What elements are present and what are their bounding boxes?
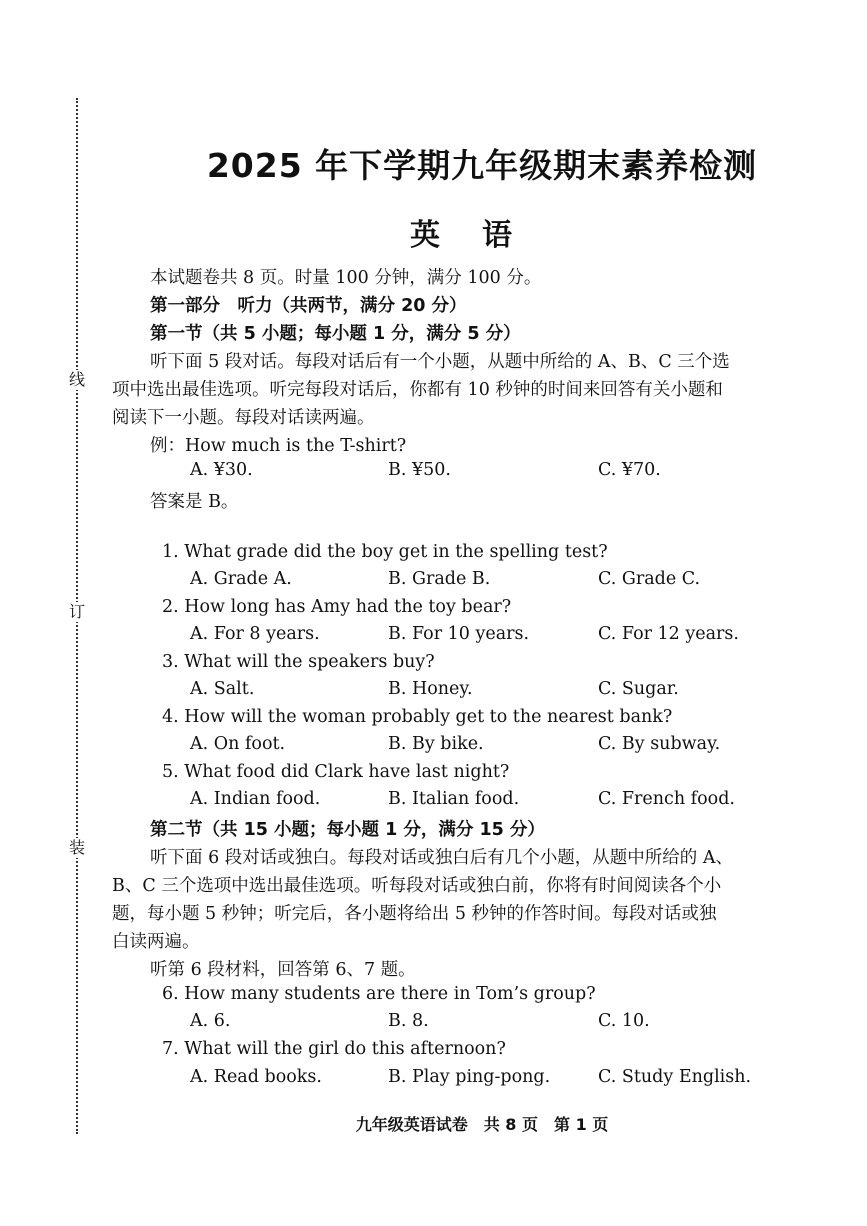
question-5: 5. What food did Clark have last night? xyxy=(162,762,510,782)
section1-instruction-line: 阅读下一小题。每段对话读两遍。 xyxy=(112,408,375,428)
question-7: 7. What will the girl do this afternoon? xyxy=(162,1039,506,1059)
question-1: 1. What grade did the boy get in the spelling test? xyxy=(162,542,608,562)
exam-title: 2025 年下学期九年级期末素养检测 xyxy=(206,146,758,185)
question-6-option-b: B. 8. xyxy=(388,1011,429,1031)
question-2-option-c: C. For 12 years. xyxy=(598,624,739,644)
question-5-option-a: A. Indian food. xyxy=(190,789,321,809)
question-7-option-b: B. Play ping-pong. xyxy=(388,1067,551,1087)
question-4-option-c: C. By subway. xyxy=(598,734,721,754)
part1-heading: 第一部分 听力（共两节，满分 20 分） xyxy=(150,296,467,316)
section2-instruction-line: B、C 三个选项中选出最佳选项。听每段对话或独白前，你将有时间阅读各个小 xyxy=(112,876,722,896)
question-5-option-b: B. Italian food. xyxy=(388,789,520,809)
question-7-option-c: C. Study English. xyxy=(598,1067,752,1087)
question-6-option-a: A. 6. xyxy=(190,1011,231,1031)
section2-instruction-line: 白读两遍。 xyxy=(112,932,200,952)
example-option-c: C. ¥70. xyxy=(598,460,661,480)
question-2: 2. How long has Amy had the toy bear? xyxy=(162,597,512,617)
section2-instruction-line: 听下面 6 段对话或独白。每段对话或独白后有几个小题，从题中所给的 A、 xyxy=(150,848,733,868)
question-2-option-b: B. For 10 years. xyxy=(388,624,530,644)
page-footer: 九年级英语试卷 共 8 页 第 1 页 xyxy=(355,1115,609,1134)
section2-heading: 第二节（共 15 小题；每小题 1 分，满分 15 分） xyxy=(150,820,545,840)
question-6: 6. How many students are there in Tom’s group? xyxy=(162,984,596,1004)
binding-char-ding: 订 xyxy=(68,602,85,621)
binding-char-zhuang: 装 xyxy=(68,838,85,857)
question-3: 3. What will the speakers buy? xyxy=(162,652,435,672)
exam-subject: 英语 xyxy=(410,218,554,253)
question-3-option-b: B. Honey. xyxy=(388,679,473,699)
question-4-option-a: A. On foot. xyxy=(190,734,286,754)
question-3-option-a: A. Salt. xyxy=(190,679,255,699)
question-5-option-c: C. French food. xyxy=(598,789,735,809)
question-4-option-b: B. By bike. xyxy=(388,734,484,754)
question-2-option-a: A. For 8 years. xyxy=(190,624,320,644)
binding-char-xian: 线 xyxy=(68,370,85,389)
section1-instruction-line: 项中选出最佳选项。听完每段对话后，你都有 10 秒钟的时间来回答有关小题和 xyxy=(112,380,723,400)
question-6-option-c: C. 10. xyxy=(598,1011,650,1031)
question-1-option-c: C. Grade C. xyxy=(598,569,701,589)
section2-instruction-line: 题，每小题 5 秒钟；听完后，各小题将给出 5 秒钟的作答时间。每段对话或独 xyxy=(112,904,717,924)
question-4: 4. How will the woman probably get to the nearest bank? xyxy=(162,707,673,727)
example-option-b: B. ¥50. xyxy=(388,460,451,480)
section1-heading: 第一节（共 5 小题；每小题 1 分，满分 5 分） xyxy=(150,324,521,344)
example-option-a: A. ¥30. xyxy=(190,460,253,480)
question-1-option-b: B. Grade B. xyxy=(388,569,491,589)
section1-instruction-line: 听下面 5 段对话。每段对话后有一个小题，从题中所给的 A、B、C 三个选 xyxy=(150,352,730,372)
question-3-option-c: C. Sugar. xyxy=(598,679,679,699)
question-7-option-a: A. Read books. xyxy=(190,1067,322,1087)
question-1-option-a: A. Grade A. xyxy=(190,569,292,589)
example-answer: 答案是 B。 xyxy=(150,492,239,512)
material-heading: 听第 6 段材料，回答第 6、7 题。 xyxy=(150,960,416,980)
example-prompt: 例：How much is the T-shirt? xyxy=(150,436,407,456)
intro-text: 本试题卷共 8 页。时量 100 分钟，满分 100 分。 xyxy=(150,268,542,288)
